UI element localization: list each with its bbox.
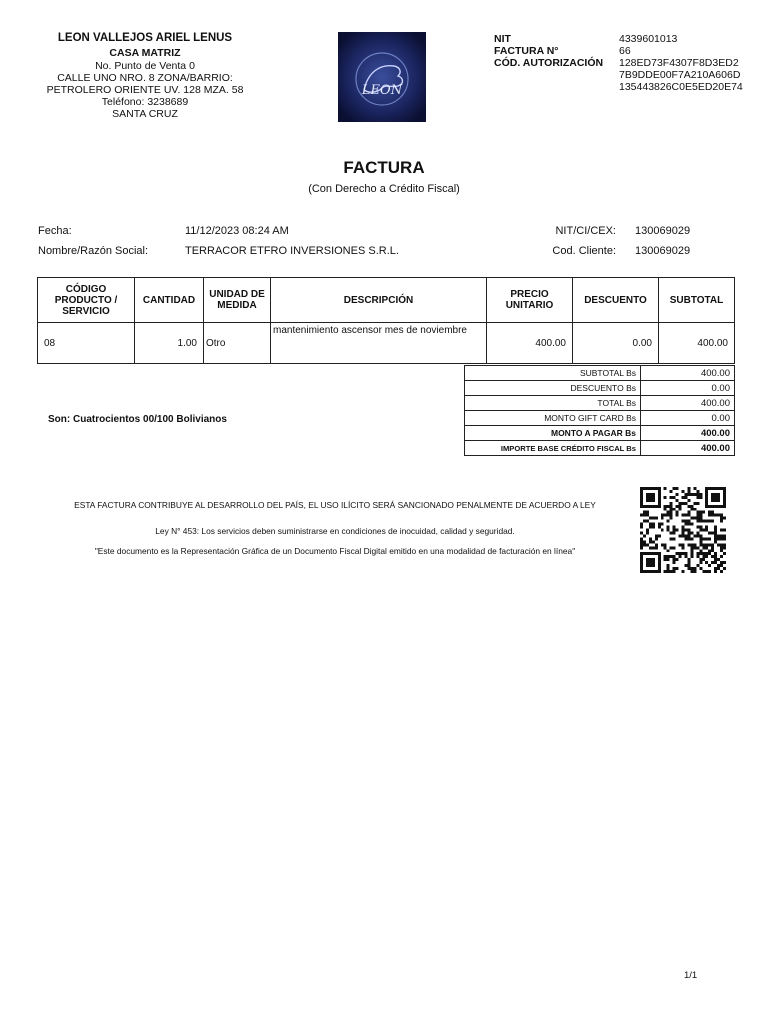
totals-value: 400.00: [641, 426, 735, 441]
totals-value: 400.00: [641, 396, 735, 411]
row-quantity: 1.00: [135, 323, 204, 364]
date-label: Fecha:: [38, 225, 72, 237]
fiscal-info: [494, 33, 744, 93]
issuer-branch: CASA MATRIZ: [109, 47, 181, 59]
totals-value: 0.00: [641, 411, 735, 426]
date-value: 11/12/2023 08:24 AM: [185, 225, 289, 237]
issuer-point-of-sale: No. Punto de Venta 0: [95, 60, 195, 72]
totals-value: 400.00: [641, 366, 735, 381]
header-unit: UNIDAD DE MEDIDA: [204, 278, 271, 323]
header-quantity: CANTIDAD: [135, 278, 204, 323]
header-code: CÓDIGO PRODUCTO / SERVICIO: [38, 278, 135, 323]
totals-row-tax-credit-base: [465, 441, 735, 456]
totals-label: TOTAL Bs: [465, 396, 641, 411]
nit-value: 4339601013: [619, 33, 678, 45]
row-discount: 0.00: [573, 323, 659, 364]
logo-text: LEON: [361, 83, 403, 98]
leon-logo-icon: [338, 32, 426, 122]
invoice-number-label: FACTURA N°: [494, 45, 559, 57]
row-unit: Otro: [204, 323, 271, 364]
totals-label: IMPORTE BASE CRÉDITO FISCAL Bs: [465, 441, 641, 456]
issuer-address-line1: CALLE UNO NRO. 8 ZONA/BARRIO:: [57, 72, 233, 84]
legal-notice-2: Ley N° 453: Los servicios deben suministrarse en condiciones de inocuidad, calidad y seguridad.: [155, 526, 515, 536]
row-unit-price: 400.00: [487, 323, 573, 364]
items-header-row: [38, 278, 735, 323]
qr-code-icon: [640, 487, 726, 573]
row-code: 08: [38, 323, 135, 364]
totals-row-total: [465, 396, 735, 411]
totals-table: [464, 365, 735, 456]
issuer-block: [40, 32, 250, 120]
legal-notice-3: "Este documento es la Representación Gráfica de un Documento Fiscal Digital emitido en una modalidad de facturación en línea": [94, 546, 576, 556]
issuer-city: SANTA CRUZ: [112, 108, 178, 120]
amount-in-words: Son: Cuatrocientos 00/100 Bolivianos: [48, 414, 227, 425]
page-number: 1/1: [684, 970, 698, 981]
auth-code-label: CÓD. AUTORIZACIÓN: [494, 57, 604, 69]
client-code-label: Cod. Cliente:: [552, 245, 616, 257]
row-subtotal: 400.00: [659, 323, 735, 364]
row-description: mantenimiento ascensor mes de noviembre: [271, 323, 487, 364]
totals-label: MONTO A PAGAR Bs: [465, 426, 641, 441]
totals-row-amount-due: [465, 426, 735, 441]
client-name-label: Nombre/Razón Social:: [38, 245, 149, 257]
header-discount: DESCUENTO: [573, 278, 659, 323]
header-subtotal: SUBTOTAL: [659, 278, 735, 323]
client-nit-label: NIT/CI/CEX:: [555, 225, 616, 237]
items-table: [37, 277, 735, 364]
legal-notice-1: ESTA FACTURA CONTRIBUYE AL DESARROLLO DEL PAÍS, EL USO ILÍCITO SERÁ SANCIONADO PENALMENTE DE ACUERDO A LEY: [74, 500, 596, 510]
invoice-number-value: 66: [619, 45, 631, 57]
totals-value: 0.00: [641, 381, 735, 396]
issuer-name: LEON VALLEJOS ARIEL LENUS: [57, 32, 233, 44]
client-nit-value: 130069029: [635, 225, 691, 237]
totals-label: MONTO GIFT CARD Bs: [465, 411, 641, 426]
totals-row-gift-card: [465, 411, 735, 426]
totals-label: DESCUENTO Bs: [465, 381, 641, 396]
client-name-value: TERRACOR ETFRO INVERSIONES S.R.L.: [185, 245, 399, 257]
totals-row-subtotal: [465, 366, 735, 381]
document-subtitle: (Con Derecho a Crédito Fiscal): [308, 183, 460, 195]
header-description: DESCRIPCIÓN: [271, 278, 487, 323]
header-unit-price: PRECIO UNITARIO: [487, 278, 573, 323]
document-title: FACTURA: [343, 158, 425, 177]
client-code-value: 130069029: [635, 245, 691, 257]
issuer-phone: Teléfono: 3238689: [101, 96, 189, 108]
auth-code-value: 128ED73F4307F8D3ED27B9DDE00F7A210A606D135443826C0E5ED20E74: [619, 57, 743, 93]
table-row: [38, 323, 735, 364]
issuer-address-line2: PETROLERO ORIENTE UV. 128 MZA. 58: [46, 84, 244, 96]
totals-value: 400.00: [641, 441, 735, 456]
totals-label: SUBTOTAL Bs: [465, 366, 641, 381]
nit-label: NIT: [494, 33, 511, 45]
totals-row-discount: [465, 381, 735, 396]
